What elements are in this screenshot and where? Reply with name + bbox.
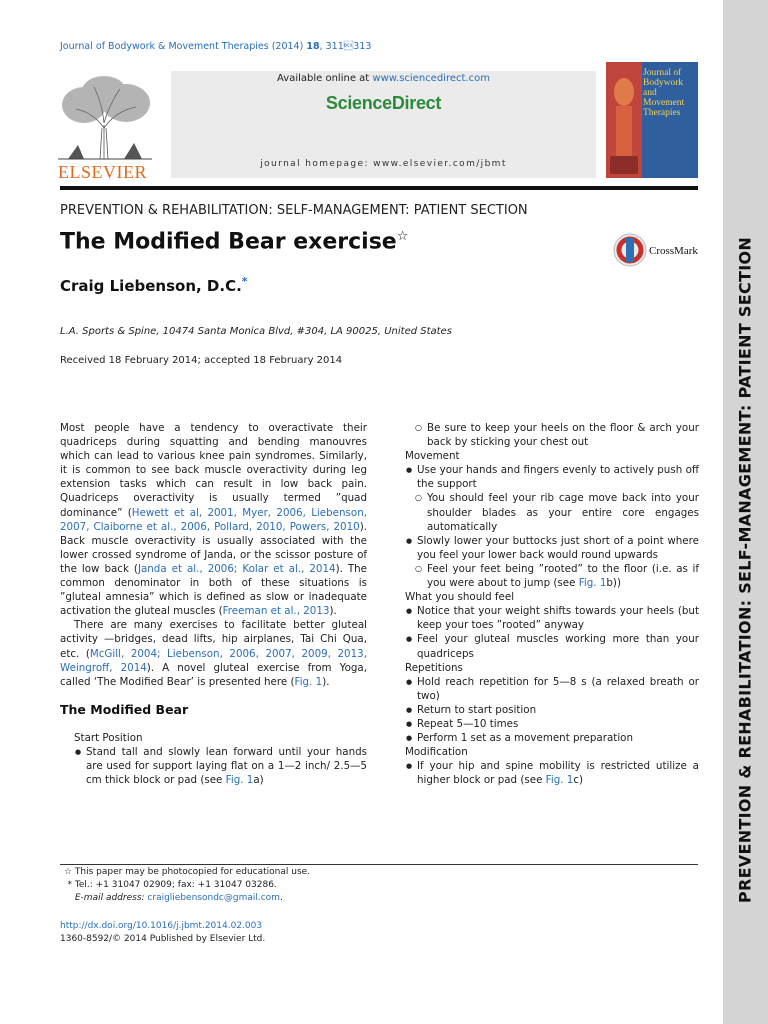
header-rule (60, 186, 698, 190)
journal-year: (2014) (271, 41, 304, 52)
intro-text-3: ). The common denominator in both of these situations is ”gluteal amnesia” which is defined as slow or inadequate activation the gluteal muscles ( (60, 562, 367, 618)
fn2-text: Tel.: +1 31047 02909; fax: +1 31047 03286. (74, 880, 277, 890)
journal-name: Journal of Bodywork & Movement Therapies (60, 41, 269, 52)
right-column (405, 421, 699, 787)
left-column (60, 421, 367, 787)
footnote-contact (60, 879, 277, 892)
article-title-text: The Modified Bear exercise (60, 229, 397, 255)
elsevier-tree-logo (54, 73, 156, 161)
heels-sub-bullet: ○ Be sure to keep your heels on the floor & arch your back by sticking your chest out (405, 421, 699, 449)
movement-label: Movement (405, 450, 460, 463)
feel-bullet-1: ● Notice that your weight shifts towards your heels (but keep your toes ”rooted” anyway (405, 604, 699, 632)
journal-homepage[interactable]: journal homepage: www.elsevier.com/jbmt (260, 159, 507, 169)
footnote-photocopy (60, 866, 310, 879)
start-position-label: Start Position (74, 731, 143, 744)
movement-sub-bullet-2 (405, 562, 699, 590)
feel-bullet-2: ● Feel your gluteal muscles working more than your quadriceps (405, 632, 699, 660)
figure-1a-link[interactable]: Fig. 1 (225, 774, 254, 787)
movement-sub-bullet-2-text: Feel your feet being ”rooted” to the floor (i.e. as if you were about to jump (see (427, 562, 699, 590)
modification-bullet (405, 759, 699, 787)
figure-1-link[interactable]: Fig. 1 (294, 675, 323, 688)
title-footnote-mark[interactable]: ☆ (396, 229, 409, 244)
sciencedirect-link[interactable]: www.sciencedirect.com (372, 73, 490, 84)
journal-cover-thumbnail[interactable] (606, 62, 698, 178)
fn1-mark: ☆ (63, 867, 72, 877)
modification-bullet-end: c) (573, 774, 584, 787)
citation-janda[interactable]: Janda et al., 2006; Kolar et al., 2014 (137, 562, 336, 575)
subsection-heading: The Modified Bear (60, 701, 189, 717)
issn-copyright: 1360-8592/© 2014 Published by Elsevier Ltd. (60, 934, 266, 944)
author-footnote-mark[interactable]: * (241, 275, 248, 288)
citation-mcgill[interactable]: McGill, 2004; Liebenson, 2006, 2007, 2009, 2013, Weingroff, 2014 (60, 647, 367, 674)
intro-text-1: Most people have a tendency to overactivate their quadriceps during squatting and bending manouvres which can lead to various knee pain syndromes. Similarly, it is common to see back muscle overactivity during leg extension tasks which can result in low back pain. Quadriceps overactivity is usually termed ”quad dominance” ( (60, 422, 367, 519)
rep-bullet-3: ● Repeat 5—10 times (405, 717, 699, 731)
start-bullet (74, 745, 367, 787)
doi-link[interactable]: http://dx.doi.org/10.1016/j.jbmt.2014.02.003 (60, 921, 263, 931)
crossmark-icon[interactable] (612, 232, 648, 268)
exercises-text-3: ). (322, 675, 330, 688)
journal-reference[interactable] (60, 41, 371, 52)
journal-volume: 18 (306, 41, 320, 52)
feel-label: What you should feel (405, 591, 515, 604)
author-affiliation: L.A. Sports & Spine, 10474 Santa Monica Blvd, #304, LA 90025, United States (60, 326, 452, 337)
modification-bullet-text: If your hip and spine mobility is restricted utilize a higher block or pad (see (417, 760, 699, 787)
available-online (171, 73, 596, 84)
exercises-text-1: There are many exercises to facilitate better gluteal activity —bridges, dead lifts, hip airplanes, Tai Chi Qua, etc. ( (60, 619, 367, 660)
cover-figure-illustration (606, 62, 642, 178)
footnote-email (60, 892, 283, 905)
movement-bullet-2: ● Slowly lower your buttocks just short of a point where you feel your lower back would round upwards (405, 534, 699, 562)
email-end: . (279, 893, 283, 903)
rep-bullet-2: ● Return to start position (405, 703, 699, 717)
exercises-paragraph (60, 618, 367, 688)
sidebar-section-label: PREVENTION & REHABILITATION: SELF-MANAGEMENT: PATIENT SECTION (735, 236, 755, 904)
intro-paragraph (60, 421, 367, 618)
crossmark-label[interactable]: CrossMark (649, 245, 698, 257)
author-name-text: Craig Liebenson, D.C. (60, 277, 242, 295)
start-bullet-text: Stand tall and slowly lean forward until your hands are used for support laying flat on a 1—2 inch/ 2.5—5 cm thick block or pad (see (86, 745, 367, 787)
available-prefix: Available online at (277, 73, 373, 84)
fn1-text: This paper may be photocopied for educational use. (74, 867, 311, 877)
footnote-rule (60, 864, 698, 865)
figure-1b-link[interactable]: Fig. 1 (578, 577, 607, 590)
figure-1c-link[interactable]: Fig. 1 (545, 774, 574, 787)
sciencedirect-logo: ScienceDirect (325, 93, 442, 113)
citation-quad-dominance[interactable]: Hewett et al, 2001, Myer, 2006, Liebenson, 2007, Claiborne et al., 2006, Pollard, 2010, Powers, 2010 (60, 506, 367, 533)
movement-sub-bullet-1: ○ You should feel your rib cage move back into your shoulder blades as your entire core engages automatically (405, 491, 699, 533)
movement-bullet-1: ● Use your hands and fingers evenly to actively push off the support (405, 463, 699, 491)
rep-bullet-1: ● Hold reach repetition for 5—8 s (a relaxed breath or two) (405, 675, 699, 703)
elsevier-wordmark: ELSEVIER (58, 162, 147, 182)
fn2-mark: * (67, 880, 72, 890)
email-link[interactable]: craigliebensondc@gmail.com (147, 893, 280, 903)
email-label: E-mail address: (74, 893, 145, 903)
journal-pages: , 311313 (319, 41, 372, 52)
exercises-text-2: ). A novel gluteal exercise from Yoga, called ‘The Modified Bear’ is presented here ( (60, 661, 367, 688)
article-dates: Received 18 February 2014; accepted 18 February 2014 (60, 355, 343, 366)
section-heading: PREVENTION & REHABILITATION: SELF-MANAGEMENT: PATIENT SECTION (60, 203, 528, 218)
rep-bullet-4: ● Perform 1 set as a movement preparation (405, 731, 699, 745)
citation-freeman[interactable]: Freeman et al., 2013 (222, 605, 330, 618)
repetitions-label: Repetitions (405, 661, 463, 674)
author-name (60, 275, 248, 295)
article-title (60, 229, 408, 254)
modification-label: Modification (405, 746, 468, 759)
start-bullet-end: a) (253, 774, 264, 787)
cover-title: Journal of Bodywork and Movement Therapies (643, 68, 685, 118)
intro-text-4: ). (329, 605, 337, 618)
movement-sub-bullet-2-end: b)) (606, 577, 621, 590)
intro-text-2: ). Back muscle overactivity is usually associated with the lower crossed syndrome of Janda, or the scissor posture of the low back ( (60, 520, 367, 575)
